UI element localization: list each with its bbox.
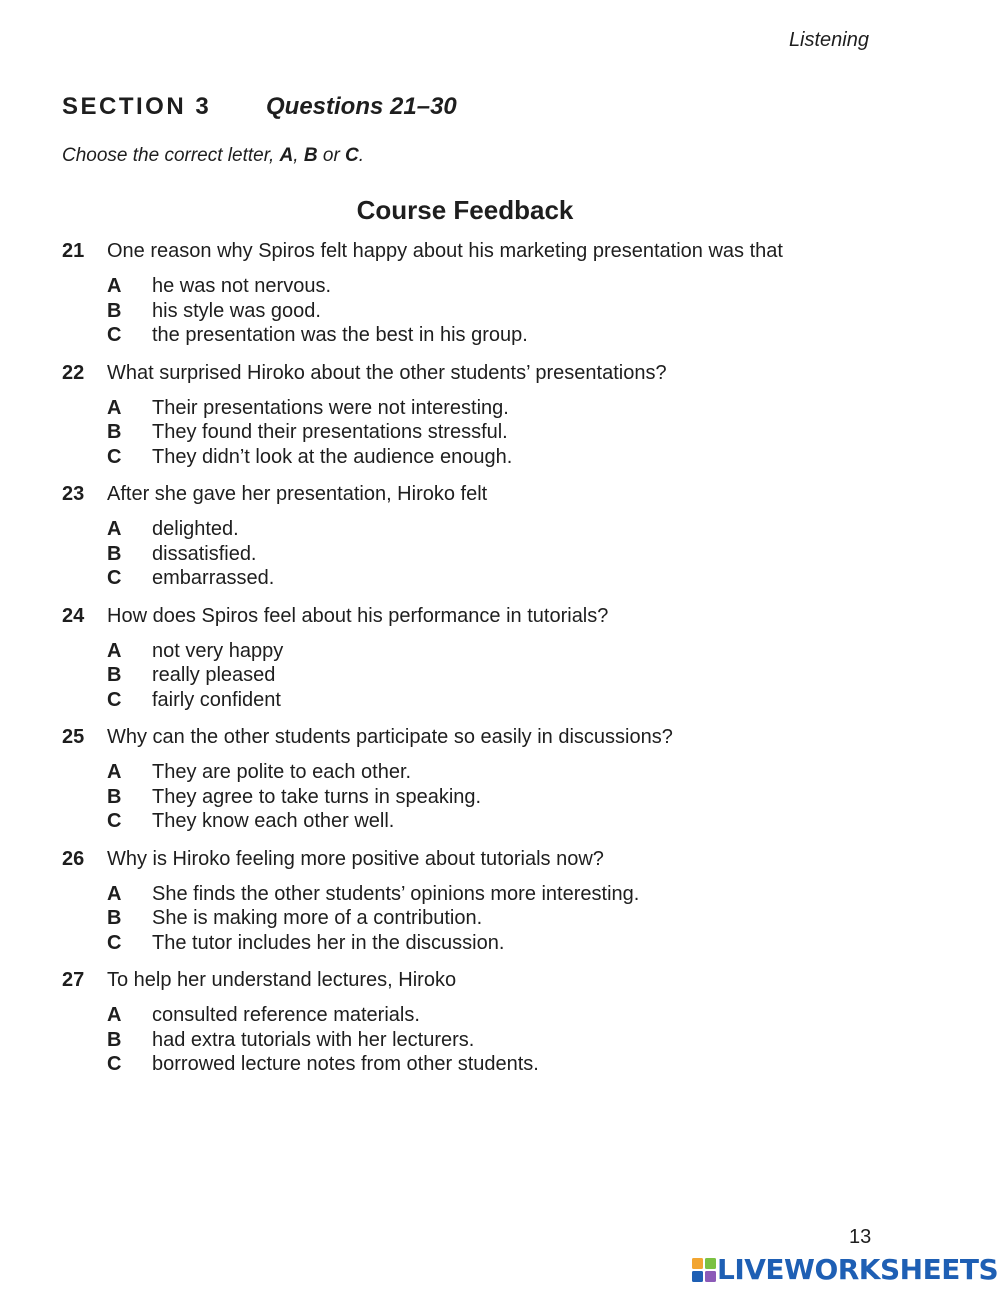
question-26 [62,846,942,956]
option-letter: B [107,299,122,322]
option-text: They found their presentations stressful. [152,421,508,443]
option-letter: C [107,810,122,832]
option-text: fairly confident [152,688,281,711]
option-text: embarrassed. [152,567,275,589]
question-24 [62,603,942,713]
instruction [62,145,364,167]
option-letter: C [107,688,122,711]
option-letter: A [107,639,122,662]
option-text: They didn’t look at the audience enough. [152,445,513,468]
logo-text: LIVEWORKSHEETS [717,1253,999,1286]
option-c[interactable] [107,445,942,470]
option-a[interactable] [107,760,942,785]
option-text: had extra tutorials with her lecturers. [152,1028,475,1051]
option-text: the presentation was the best in his group. [152,324,528,346]
questions-range: Questions 21–30 [266,93,457,120]
question-23 [62,481,942,591]
option-a[interactable] [107,517,942,542]
option-letter: C [107,931,122,954]
option-list [107,517,942,591]
option-text: They know each other well. [152,810,395,832]
question-line [62,238,942,264]
instruction-letter-c: C [345,145,359,166]
question-number: 22 [62,361,85,384]
running-head: Listening [788,29,869,51]
option-b[interactable] [107,906,942,931]
option-b[interactable] [107,542,942,567]
option-c[interactable] [107,809,942,834]
option-text: his style was good. [152,299,321,322]
option-b[interactable] [107,663,942,688]
option-text: he was not nervous. [152,275,331,297]
page-number: 13 [849,1226,872,1248]
option-b[interactable] [107,785,942,810]
question-text: To help her understand lectures, Hiroko [107,969,457,991]
option-letter: C [107,445,122,468]
instruction-letter-a: A [279,145,294,166]
option-letter: C [107,1053,122,1075]
option-text: not very happy [152,639,284,662]
instruction-sep-1: , [293,145,304,166]
question-line [62,724,942,750]
question-text: What surprised Hiroko about the other students’ presentations? [107,361,667,384]
option-letter: A [107,275,122,297]
option-text: They agree to take turns in speaking. [152,785,482,808]
option-letter: C [107,324,122,346]
question-number: 21 [62,240,85,262]
option-a[interactable] [107,1003,942,1028]
instruction-suffix: . [358,145,365,166]
question-25 [62,724,942,834]
option-text: dissatisfied. [152,542,257,565]
option-list [107,1003,942,1077]
option-letter: A [107,882,122,905]
instruction-sep-2: or [317,145,346,166]
question-line [62,481,942,507]
question-number: 23 [62,483,85,505]
question-number: 26 [62,847,85,870]
option-a[interactable] [107,882,942,907]
option-text: They are polite to each other. [152,761,412,783]
option-c[interactable] [107,566,942,591]
option-letter: B [107,785,122,808]
option-text: Their presentations were not interesting. [152,396,509,419]
option-text: really pleased [152,664,276,686]
option-c[interactable] [107,688,942,713]
option-list [107,760,942,834]
section-heading [62,92,457,122]
question-21 [62,238,942,348]
option-text: consulted reference materials. [152,1004,420,1026]
option-letter: C [107,567,122,589]
option-b[interactable] [107,299,942,324]
page-title: Course Feedback [356,195,574,225]
option-a[interactable] [107,274,942,299]
option-c[interactable] [107,323,942,348]
option-letter: A [107,396,122,419]
option-letter: B [107,664,122,686]
option-letter: A [107,761,122,783]
option-letter: B [107,542,122,565]
option-letter: A [107,518,122,540]
option-b[interactable] [107,420,942,445]
question-line [62,846,942,872]
question-line [62,360,942,386]
question-line [62,603,942,629]
option-text: She finds the other students’ opinions more interesting. [152,882,640,905]
liveworksheets-logo[interactable] [692,1255,998,1285]
section-label: SECTION 3 [62,93,212,120]
question-text: Why can the other students participate so easily in discussions? [107,726,673,748]
option-c[interactable] [107,931,942,956]
question-number: 24 [62,604,85,627]
liveworksheets-logo-icon [692,1258,716,1282]
question-text: One reason why Spiros felt happy about his marketing presentation was that [107,240,783,262]
option-b[interactable] [107,1028,942,1053]
question-text: Why is Hiroko feeling more positive about tutorials now? [107,847,604,870]
option-text: delighted. [152,518,239,540]
question-text: How does Spiros feel about his performance in tutorials? [107,604,609,627]
option-list [107,639,942,713]
option-a[interactable] [107,639,942,664]
option-text: The tutor includes her in the discussion. [152,931,505,954]
option-text: borrowed lecture notes from other students. [152,1053,539,1075]
option-letter: B [107,421,122,443]
option-list [107,274,942,348]
option-a[interactable] [107,396,942,421]
instruction-letter-b: B [303,145,318,166]
option-list [107,882,942,956]
option-letter: B [107,1028,122,1051]
question-22 [62,360,942,470]
question-list [62,238,942,1089]
question-number: 27 [62,969,85,991]
option-text: She is making more of a contribution. [152,907,483,929]
instruction-prefix: Choose the correct letter, [62,145,280,166]
option-list [107,396,942,470]
question-text: After she gave her presentation, Hiroko felt [107,483,488,505]
question-line [62,967,942,993]
option-letter: A [107,1004,122,1026]
option-letter: B [107,907,122,929]
option-c[interactable] [107,1052,942,1077]
question-27 [62,967,942,1077]
question-number: 25 [62,726,85,748]
